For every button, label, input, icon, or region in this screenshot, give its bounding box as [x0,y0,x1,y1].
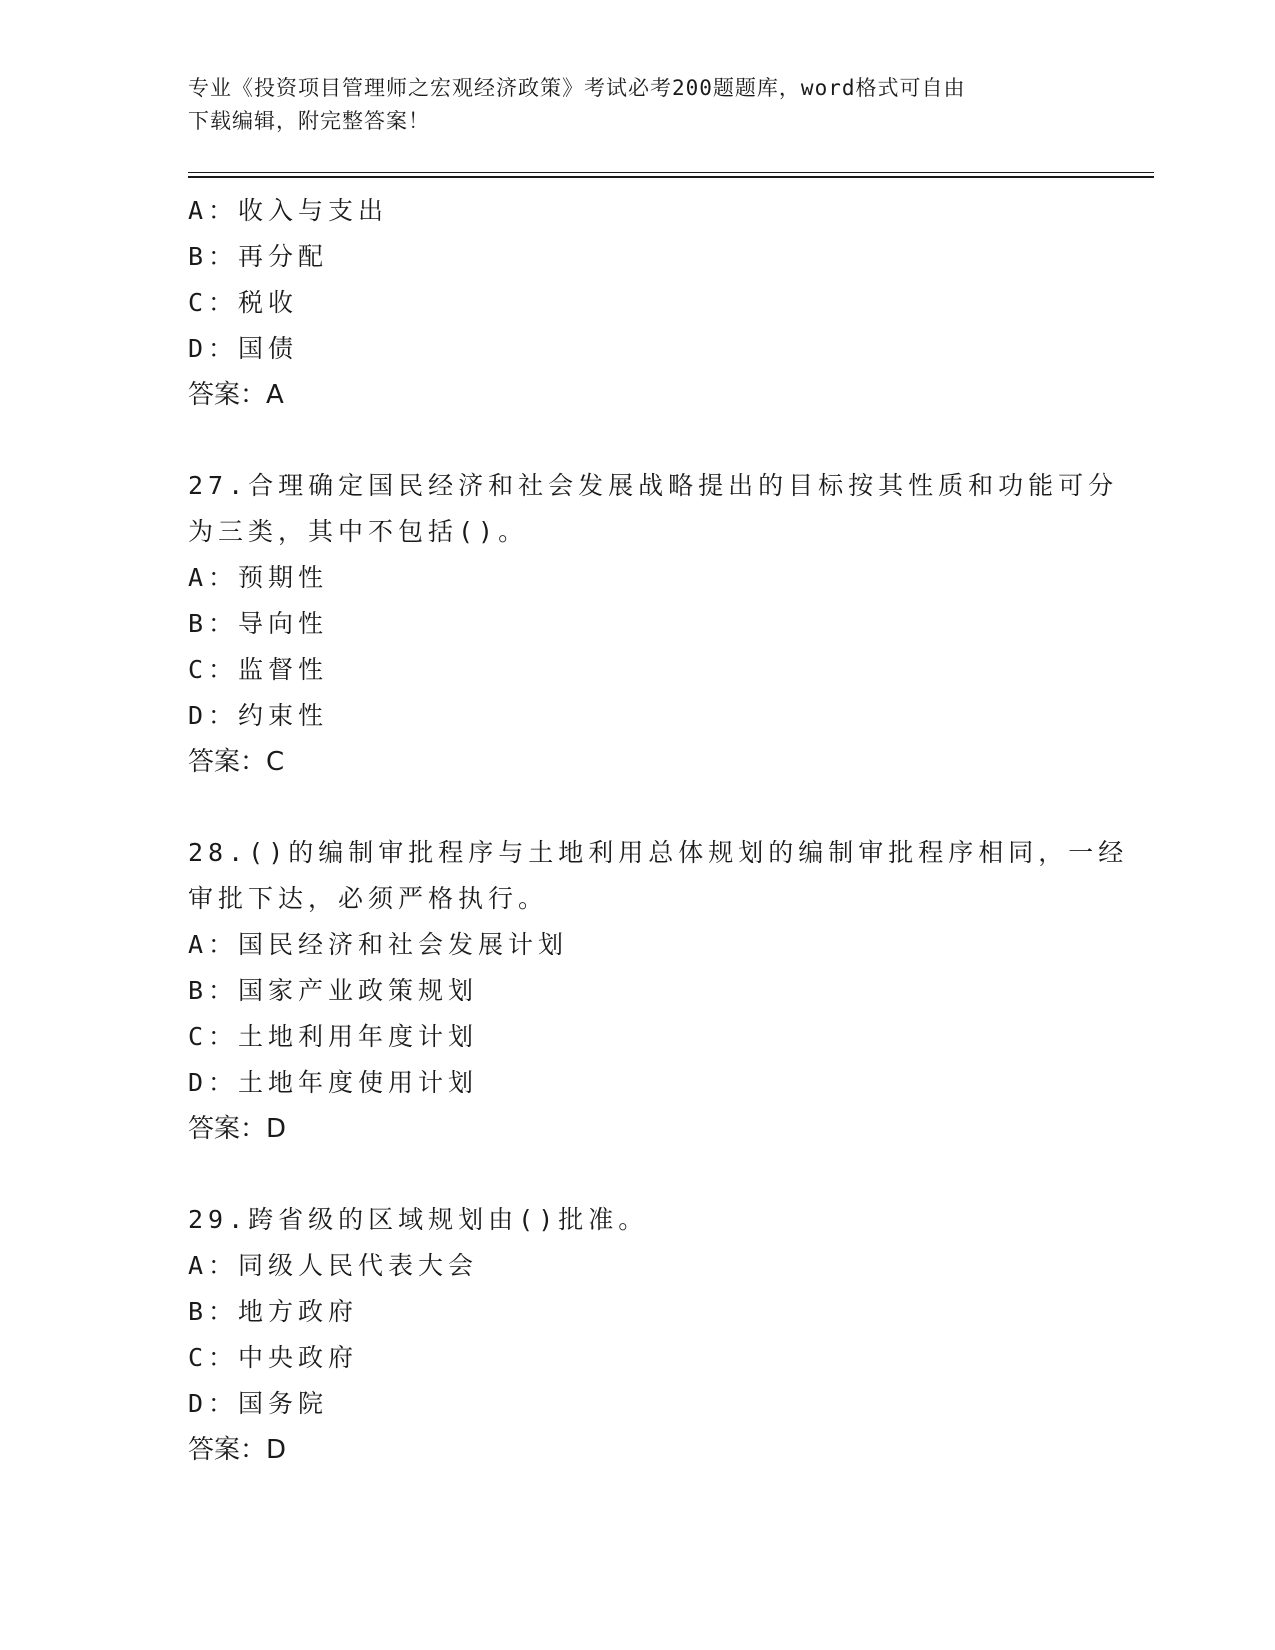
header-rule-thick [188,176,1154,178]
option-d: D：国务院 [188,1389,329,1418]
option-d: D：土地年度使用计划 [188,1068,479,1097]
spacer [188,418,1088,463]
question-stem-line-1: 28.()的编制审批程序与土地利用总体规划的编制审批程序相同，一经 [188,838,1129,867]
option-a: A：收入与支出 [188,196,389,225]
question-29 [188,1197,1088,1473]
header-line-1: 专业《投资项目管理师之宏观经济政策》考试必考200题题库，word格式可自由 [188,76,966,100]
option-b: B：再分配 [188,242,329,271]
question-stem-line-1: 27.合理确定国民经济和社会发展战略提出的目标按其性质和功能可分 [188,471,1119,500]
option-c: C：中央政府 [188,1343,359,1372]
option-b: B：导向性 [188,609,329,638]
header-rule-thin [188,172,1154,173]
question-26 [188,188,1088,418]
question-stem-line-1: 29.跨省级的区域规划由()批准。 [188,1205,649,1234]
question-stem-line-2: 为三类，其中不包括()。 [188,517,529,546]
option-c: C：税收 [188,288,299,317]
option-b: B：国家产业政策规划 [188,976,479,1005]
spacer [188,1152,1088,1197]
option-b: B：地方政府 [188,1297,359,1326]
question-stem-line-2: 审批下达，必须严格执行。 [188,884,549,913]
option-d: D：国债 [188,334,299,363]
spacer [188,785,1088,830]
document-header [188,72,1088,138]
answer: 答案：A [188,380,284,410]
answer: 答案：D [188,1435,287,1465]
question-28 [188,830,1129,1152]
option-a: A：预期性 [188,563,329,592]
option-a: A：同级人民代表大会 [188,1251,479,1280]
header-line-2: 下载编辑，附完整答案！ [188,109,430,133]
answer: 答案：D [188,1114,287,1144]
option-c: C：土地利用年度计划 [188,1022,479,1051]
question-27 [188,463,1119,785]
option-a: A：国民经济和社会发展计划 [188,930,569,959]
option-d: D：约束性 [188,701,329,730]
answer: 答案：C [188,747,285,777]
question-list [188,188,1129,1473]
option-c: C：监督性 [188,655,329,684]
